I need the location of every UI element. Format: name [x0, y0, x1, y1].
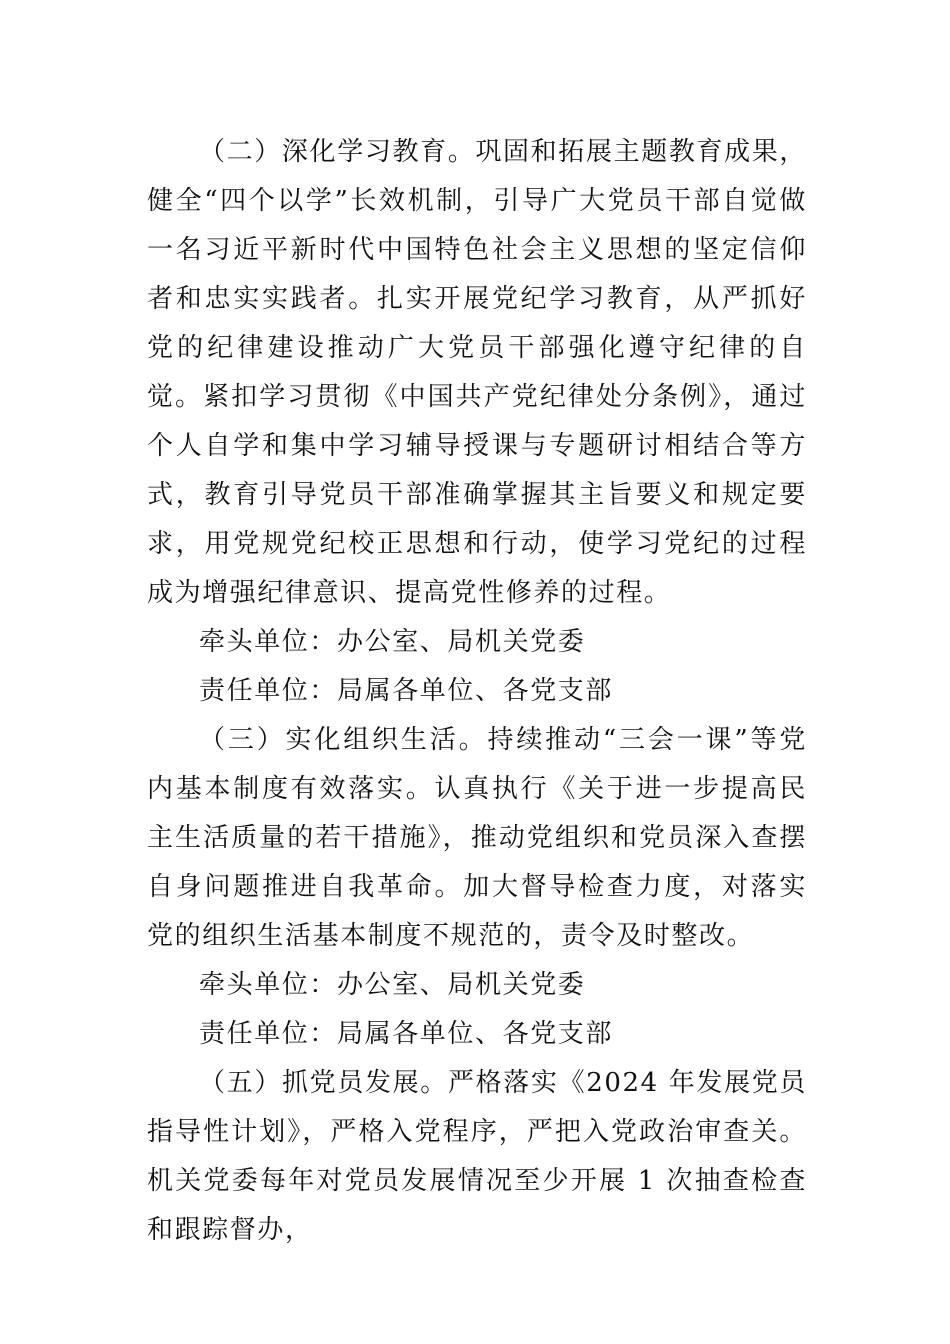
section-3-responsible-unit: 责任单位：局属各单位、各党支部: [199, 1019, 614, 1049]
section-2-lead-unit: 牵头单位：办公室、局机关党委: [199, 627, 586, 657]
section-3-paragraph: （三）实化组织生活。持续推动“三会一课”等党内基本制度有效落实。认真执行《关于进一步提高民主生活质量的若干措施》，推动党组织和党员深入查摆自身问题推进自我革命。加大督导检查力度，对落实党的组织生活基本制度不规范的，责令及时整改。: [147, 725, 807, 951]
section-3-lead-unit: 牵头单位：办公室、局机关党委: [199, 970, 586, 1000]
section-2-responsible-unit: 责任单位：局属各单位、各党支部: [199, 676, 614, 706]
document-body: [147, 128, 807, 1255]
section-5-paragraph: （五）抓党员发展。严格落实《2024 年发展党员指导性计划》，严格入党程序，严把入党政治审查关。机关党委每年对党员发展情况至少开展 1 次抽查检查和跟踪督办，: [147, 1068, 807, 1245]
section-2-paragraph: （二）深化学习教育。巩固和拓展主题教育成果，健全“四个以学”长效机制，引导广大党员干部自觉做一名习近平新时代中国特色社会主义思想的坚定信仰者和忠实实践者。扎实开展党纪学习教育，从严抓好党的纪律建设推动广大党员干部强化遵守纪律的自觉。紧扣学习贯彻《中国共产党纪律处分条例》，通过个人自学和集中学习辅导授课与专题研讨相结合等方式，教育引导党员干部准确掌握其主旨要义和规定要求，用党规党纪校正思想和行动，使学习党纪的过程成为增强纪律意识、提高党性修养的过程。: [147, 137, 807, 608]
